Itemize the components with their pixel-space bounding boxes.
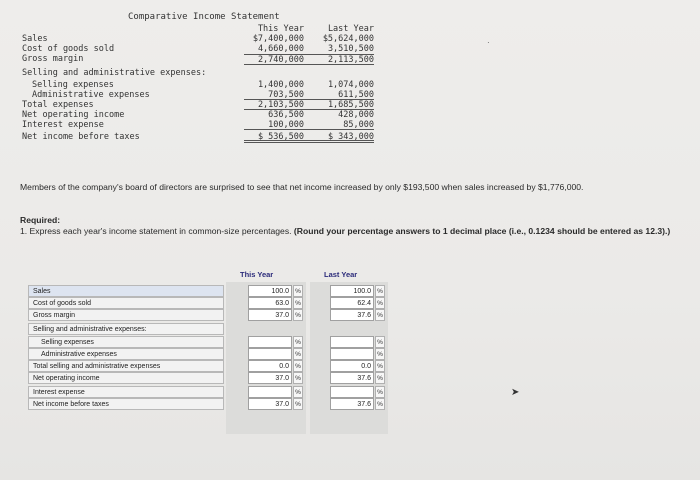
statement-row-last-year: 2,113,500 (304, 54, 374, 65)
percent-sign: % (375, 285, 385, 297)
statement-row-last-year: $ 343,000 (304, 132, 374, 143)
statement-row-this-year: $7,400,000 (252, 34, 304, 44)
table-row (28, 323, 388, 335)
table-row (28, 386, 388, 398)
statement-row-last-year: 611,500 (304, 90, 374, 100)
statement-row-label: Administrative expenses (32, 90, 150, 100)
statement-row-label: Net income before taxes (22, 132, 140, 142)
statement-row-this-year: $ 536,500 (244, 132, 304, 143)
this-year-input[interactable]: 63.0 (248, 297, 292, 309)
last-year-input[interactable]: 37.6 (330, 309, 374, 321)
row-label: Selling and administrative expenses: (28, 323, 224, 335)
statement-row-label: Total expenses (22, 100, 94, 110)
statement-row-this-year: 1,400,000 (257, 80, 304, 90)
this-year-input[interactable]: 37.0 (248, 398, 292, 410)
required-label: Required: (20, 215, 61, 225)
statement-row-this-year: 703,500 (244, 90, 304, 100)
table-row (28, 297, 388, 309)
last-year-input[interactable]: 0.0 (330, 360, 374, 372)
table-header (28, 268, 388, 282)
table-row (28, 336, 388, 348)
common-size-table (28, 268, 388, 434)
percent-sign: % (375, 348, 385, 360)
percent-sign: % (375, 398, 385, 410)
row-label: Cost of goods sold (28, 297, 224, 309)
percent-sign: % (293, 372, 303, 384)
row-label: Sales (28, 285, 224, 297)
statement-row-label: Sales (22, 34, 48, 44)
statement-row-this-year: 4,660,000 (257, 44, 304, 54)
percent-sign: % (375, 309, 385, 321)
statement-title: Comparative Income Statement (128, 12, 280, 22)
last-year-input[interactable] (330, 348, 374, 360)
percent-sign: % (375, 336, 385, 348)
row-label: Selling expenses (28, 336, 224, 348)
last-year-input[interactable] (330, 336, 374, 348)
this-year-input[interactable]: 100.0 (248, 285, 292, 297)
last-year-input[interactable]: 37.6 (330, 398, 374, 410)
required-instruction (20, 226, 680, 237)
last-year-input[interactable]: 62.4 (330, 297, 374, 309)
table-row (28, 348, 388, 360)
row-label: Administrative expenses (28, 348, 224, 360)
statement-row-this-year: 2,740,000 (244, 54, 304, 65)
this-year-input[interactable] (248, 348, 292, 360)
table-row (28, 285, 388, 297)
statement-row-label: Gross margin (22, 54, 84, 64)
percent-sign: % (293, 348, 303, 360)
percent-sign: % (375, 360, 385, 372)
question-intro: Members of the company's board of directors are surprised to see that net income increased by only $193,500 when sales increased by $1,776,000. (20, 182, 584, 192)
table-row (28, 309, 388, 321)
this-year-input[interactable]: 37.0 (248, 372, 292, 384)
statement-row-last-year: 428,000 (338, 110, 374, 120)
statement-row-last-year: 1,074,000 (327, 80, 374, 90)
row-label: Interest expense (28, 386, 224, 398)
percent-sign: % (293, 398, 303, 410)
row-label: Total selling and administrative expenses (28, 360, 224, 372)
statement-row-this-year: 100,000 (244, 120, 304, 130)
row-label: Gross margin (28, 309, 224, 321)
row-label: Net income before taxes (28, 398, 224, 410)
percent-sign: % (293, 360, 303, 372)
stray-mark: · (487, 38, 490, 47)
statement-col-last-year: Last Year (327, 24, 374, 34)
statement-row-label: Selling and administrative expenses: (22, 68, 207, 78)
statement-row-label: Cost of goods sold (22, 44, 115, 54)
statement-row-label: Interest expense (22, 120, 104, 130)
last-year-input[interactable]: 100.0 (330, 285, 374, 297)
last-year-input[interactable] (330, 386, 374, 398)
last-year-input[interactable]: 37.6 (330, 372, 374, 384)
header-this-year: This Year (240, 270, 274, 279)
header-last-year: Last Year (324, 270, 358, 279)
percent-sign: % (375, 386, 385, 398)
table-row (28, 398, 388, 410)
table-row (28, 360, 388, 372)
statement-row-this-year: 2,103,500 (244, 100, 304, 110)
instruction-rounding-note: (Round your percentage answers to 1 decimal place (i.e., 0.1234 should be entered as 12.3).) (293, 226, 671, 236)
percent-sign: % (293, 297, 303, 309)
statement-row-last-year: 3,510,500 (327, 44, 374, 54)
statement-row-last-year: $5,624,000 (322, 34, 374, 44)
percent-sign: % (293, 336, 303, 348)
statement-row-last-year: 85,000 (304, 120, 374, 130)
statement-col-this-year: This Year (257, 24, 304, 34)
instruction-text: 1. Express each year's income statement in common-size percentages. (20, 226, 294, 236)
percent-sign: % (293, 309, 303, 321)
statement-row-label: Net operating income (22, 110, 125, 120)
statement-row-last-year: 1,685,500 (304, 100, 374, 110)
row-label: Net operating income (28, 372, 224, 384)
statement-row-this-year: 636,500 (268, 110, 304, 120)
this-year-input[interactable] (248, 336, 292, 348)
this-year-input[interactable]: 0.0 (248, 360, 292, 372)
mouse-cursor-icon: ➤ (511, 387, 520, 398)
statement-row-label: Selling expenses (32, 80, 114, 90)
this-year-input[interactable]: 37.0 (248, 309, 292, 321)
this-year-input[interactable] (248, 386, 292, 398)
table-row (28, 372, 388, 384)
percent-sign: % (293, 285, 303, 297)
percent-sign: % (375, 297, 385, 309)
percent-sign: % (293, 386, 303, 398)
percent-sign: % (375, 372, 385, 384)
